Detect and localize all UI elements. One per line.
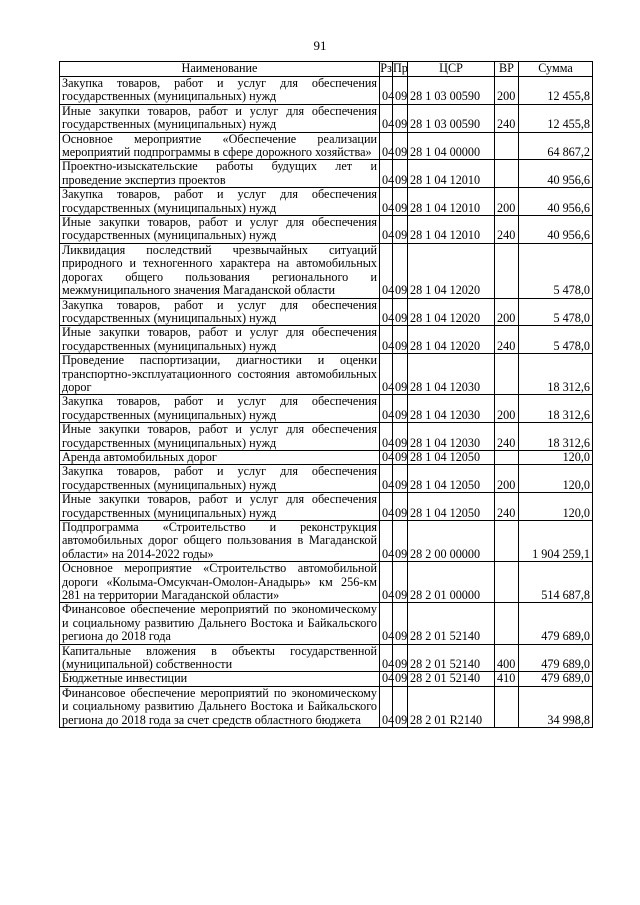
table-body	[60, 77, 593, 728]
cell-rz: 04	[380, 298, 393, 326]
cell-pr: 09	[393, 493, 408, 521]
cell-csr: 28 1 04 12020	[408, 326, 495, 354]
table-row	[60, 243, 593, 298]
cell-rz: 04	[380, 395, 393, 423]
header-csr: ЦСР	[408, 62, 495, 77]
table-row	[60, 450, 593, 464]
cell-pr: 09	[393, 354, 408, 395]
cell-name: Иные закупки товаров, работ и услуг для обеспечения государственных (муниципальных) нужд	[60, 423, 380, 451]
cell-sum: 40 956,6	[519, 188, 593, 216]
cell-rz: 04	[380, 465, 393, 493]
cell-rz: 04	[380, 423, 393, 451]
cell-rz: 04	[380, 521, 393, 562]
cell-sum: 12 455,8	[519, 77, 593, 105]
table-row	[60, 395, 593, 423]
table-row	[60, 672, 593, 686]
cell-pr: 09	[393, 465, 408, 493]
table-row	[60, 104, 593, 132]
cell-vr: 240	[495, 326, 519, 354]
cell-csr: 28 2 01 52140	[408, 672, 495, 686]
cell-pr: 09	[393, 562, 408, 603]
cell-csr: 28 2 01 52140	[408, 603, 495, 644]
cell-name: Основное мероприятие «Обеспечение реализации мероприятий подпрограммы в сфере дорожного хозяйства»	[60, 132, 380, 160]
cell-vr: 240	[495, 423, 519, 451]
cell-vr	[495, 354, 519, 395]
cell-sum: 5 478,0	[519, 298, 593, 326]
cell-vr: 200	[495, 298, 519, 326]
table-row	[60, 562, 593, 603]
cell-name: Проектно-изыскательские работы будущих лет и проведение экспертиз проектов	[60, 160, 380, 188]
cell-name: Ликвидация последствий чрезвычайных ситуаций природного и техногенного характера на автомобильных дорогах общего пользования регионального и межмуниципального значения Магаданской области	[60, 243, 380, 298]
cell-vr: 240	[495, 216, 519, 244]
cell-sum: 18 312,6	[519, 354, 593, 395]
cell-vr	[495, 562, 519, 603]
table-row	[60, 644, 593, 672]
cell-rz: 04	[380, 672, 393, 686]
cell-rz: 04	[380, 562, 393, 603]
cell-vr	[495, 450, 519, 464]
cell-name: Иные закупки товаров, работ и услуг для обеспечения государственных (муниципальных) нужд	[60, 216, 380, 244]
cell-sum: 5 478,0	[519, 326, 593, 354]
cell-name: Капитальные вложения в объекты государственной (муниципальной) собственности	[60, 644, 380, 672]
cell-rz: 04	[380, 326, 393, 354]
cell-name: Бюджетные инвестиции	[60, 672, 380, 686]
cell-vr: 240	[495, 493, 519, 521]
cell-rz: 04	[380, 493, 393, 521]
cell-rz: 04	[380, 354, 393, 395]
cell-csr: 28 1 04 12020	[408, 243, 495, 298]
cell-sum: 12 455,8	[519, 104, 593, 132]
cell-csr: 28 1 04 12050	[408, 450, 495, 464]
cell-rz: 04	[380, 644, 393, 672]
table-row	[60, 521, 593, 562]
header-pr: Пр	[393, 61, 408, 76]
cell-rz: 04	[380, 77, 393, 105]
cell-csr: 28 2 01 52140	[408, 644, 495, 672]
cell-rz: 04	[380, 450, 393, 464]
table-row	[60, 686, 593, 727]
cell-pr: 09	[393, 216, 408, 244]
cell-csr: 28 2 01 R2140	[408, 686, 495, 727]
cell-pr: 09	[393, 77, 408, 105]
cell-name: Иные закупки товаров, работ и услуг для обеспечения государственных (муниципальных) нужд	[60, 493, 380, 521]
cell-sum: 18 312,6	[519, 423, 593, 451]
cell-name: Финансовое обеспечение мероприятий по экономическому и социальному развитию Дальнего Востока и Байкальского региона до 2018 года	[60, 603, 380, 644]
cell-csr: 28 1 04 12030	[408, 395, 495, 423]
cell-csr: 28 1 04 12010	[408, 160, 495, 188]
cell-pr: 09	[393, 132, 408, 160]
cell-pr: 09	[393, 423, 408, 451]
cell-csr: 28 1 04 12010	[408, 216, 495, 244]
table-row	[60, 326, 593, 354]
table-row	[60, 298, 593, 326]
cell-rz: 04	[380, 160, 393, 188]
cell-pr: 09	[393, 686, 408, 727]
cell-csr: 28 1 03 00590	[408, 77, 495, 105]
cell-sum: 1 904 259,1	[519, 521, 593, 562]
cell-vr: 400	[495, 644, 519, 672]
table-row	[60, 160, 593, 188]
cell-name: Иные закупки товаров, работ и услуг для обеспечения государственных (муниципальных) нужд	[60, 104, 380, 132]
cell-vr: 200	[495, 188, 519, 216]
cell-rz: 04	[380, 603, 393, 644]
cell-pr: 09	[393, 104, 408, 132]
cell-sum: 64 867,2	[519, 132, 593, 160]
cell-name: Закупка товаров, работ и услуг для обеспечения государственных (муниципальных) нужд	[60, 395, 380, 423]
header-rz: Рз	[380, 61, 392, 76]
cell-pr: 09	[393, 243, 408, 298]
table-row	[60, 423, 593, 451]
cell-pr: 09	[393, 188, 408, 216]
cell-pr: 09	[393, 521, 408, 562]
cell-rz: 04	[380, 216, 393, 244]
cell-sum: 5 478,0	[519, 243, 593, 298]
cell-vr: 200	[495, 77, 519, 105]
cell-pr: 09	[393, 160, 408, 188]
cell-sum: 34 998,8	[519, 686, 593, 727]
cell-pr: 09	[393, 450, 408, 464]
table-row	[60, 216, 593, 244]
cell-vr: 410	[495, 672, 519, 686]
cell-rz: 04	[380, 104, 393, 132]
cell-vr	[495, 603, 519, 644]
cell-pr: 09	[393, 644, 408, 672]
cell-vr	[495, 521, 519, 562]
cell-pr: 09	[393, 672, 408, 686]
cell-pr: 09	[393, 298, 408, 326]
cell-sum: 479 689,0	[519, 603, 593, 644]
cell-csr: 28 1 04 12020	[408, 298, 495, 326]
cell-sum: 120,0	[519, 450, 593, 464]
cell-rz: 04	[380, 188, 393, 216]
cell-vr: 200	[495, 465, 519, 493]
table-row	[60, 132, 593, 160]
budget-table	[59, 61, 593, 728]
cell-sum: 40 956,6	[519, 160, 593, 188]
cell-sum: 120,0	[519, 465, 593, 493]
table-row	[60, 603, 593, 644]
cell-csr: 28 2 00 00000	[408, 521, 495, 562]
cell-csr: 28 1 04 12050	[408, 465, 495, 493]
cell-sum: 479 689,0	[519, 644, 593, 672]
cell-pr: 09	[393, 603, 408, 644]
cell-name: Закупка товаров, работ и услуг для обеспечения государственных (муниципальных) нужд	[60, 465, 380, 493]
cell-pr: 09	[393, 326, 408, 354]
cell-vr	[495, 243, 519, 298]
cell-rz: 04	[380, 132, 393, 160]
cell-rz: 04	[380, 243, 393, 298]
cell-name: Аренда автомобильных дорог	[60, 450, 380, 464]
cell-name: Подпрограмма «Строительство и реконструкция автомобильных дорог общего пользования в Магаданской области» на 2014-2022 годы»	[60, 521, 380, 562]
cell-name: Иные закупки товаров, работ и услуг для обеспечения государственных (муниципальных) нужд	[60, 326, 380, 354]
cell-name: Финансовое обеспечение мероприятий по экономическому и социальному развитию Дальнего Востока и Байкальского региона до 2018 года за счет средств областного бюджета	[60, 686, 380, 727]
table-row	[60, 77, 593, 105]
cell-vr: 200	[495, 395, 519, 423]
cell-name: Проведение паспортизации, диагностики и оценки транспортно-эксплуатационного состояния автомобильных дорог	[60, 354, 380, 395]
cell-name: Основное мероприятие «Строительство автомобильной дороги «Колыма-Омсукчан-Омолон-Анадырь» км 256-км 281 на территории Магаданской области»	[60, 562, 380, 603]
table-row	[60, 493, 593, 521]
header-sum: Сумма	[519, 62, 593, 77]
cell-sum: 120,0	[519, 493, 593, 521]
cell-csr: 28 1 04 12010	[408, 188, 495, 216]
cell-name: Закупка товаров, работ и услуг для обеспечения государственных (муниципальных) нужд	[60, 188, 380, 216]
header-name: Наименование	[60, 62, 380, 77]
cell-vr	[495, 686, 519, 727]
cell-csr: 28 1 04 12030	[408, 423, 495, 451]
cell-csr: 28 1 04 00000	[408, 132, 495, 160]
table-row	[60, 465, 593, 493]
table-row	[60, 188, 593, 216]
cell-name: Закупка товаров, работ и услуг для обеспечения государственных (муниципальных) нужд	[60, 298, 380, 326]
cell-vr	[495, 160, 519, 188]
cell-csr: 28 1 04 12050	[408, 493, 495, 521]
cell-sum: 479 689,0	[519, 672, 593, 686]
cell-vr: 240	[495, 104, 519, 132]
table-row	[60, 354, 593, 395]
cell-name: Закупка товаров, работ и услуг для обеспечения государственных (муниципальных) нужд	[60, 77, 380, 105]
cell-vr	[495, 132, 519, 160]
header-vr: ВР	[495, 62, 519, 77]
table-header-row	[60, 62, 593, 77]
cell-csr: 28 1 04 12030	[408, 354, 495, 395]
cell-pr: 09	[393, 395, 408, 423]
cell-csr: 28 1 03 00590	[408, 104, 495, 132]
cell-sum: 18 312,6	[519, 395, 593, 423]
cell-sum: 40 956,6	[519, 216, 593, 244]
cell-csr: 28 2 01 00000	[408, 562, 495, 603]
cell-sum: 514 687,8	[519, 562, 593, 603]
cell-rz: 04	[380, 686, 393, 727]
page-number: 91	[313, 38, 327, 53]
